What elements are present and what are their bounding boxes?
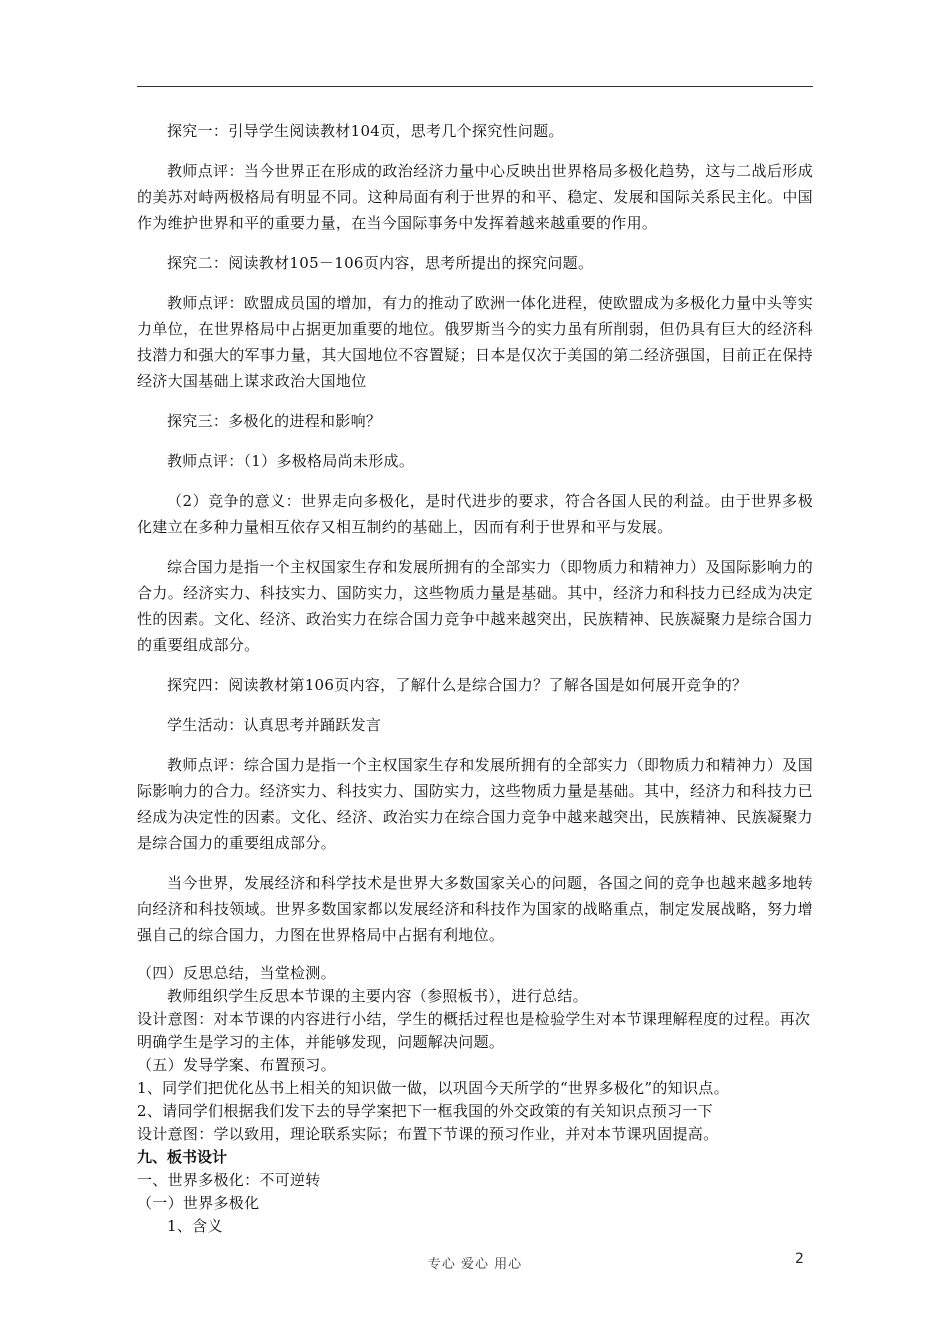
line-teacher-organize: 教师组织学生反思本节课的主要内容（参照板书），进行总结。 [167,987,588,1005]
header-rule [137,86,813,87]
section-reflect: （四）反思总结，当堂检测。 [137,964,336,982]
paragraph-teacher-comment-4: 教师点评：综合国力是指一个主权国家生存和发展所拥有的全部实力（即物质力和精神力）及国际影响力的合力。经济实力、科技实力、国防实力，这些物质力量是基础。其中，经济力和科技力已经成为决定性的因素。文化、经济、政治实力在综合国力竞争中越来越突出，民族精神、民族凝聚力是综合国力的重要组成部分。 [137,756,813,852]
line-design-intent-2: 设计意图：学以致用，理论联系实际；布置下节课的预习作业，并对本节课巩固提高。 [137,1125,719,1143]
line-task-2: 2、请同学们根据我们发下去的导学案把下一框我国的外交政策的有关知识点预习一下 [137,1102,713,1120]
board-line-2: （一）世界多极化 [137,1194,260,1212]
paragraph-explore-3: 探究三：多极化的进程和影响？ [167,412,382,430]
paragraph-competition-meaning: （2）竞争的意义：世界走向多极化，是时代进步的要求，符合各国人民的利益。由于世界多极化建立在多种力量相互依存又相互制约的基础上，因而有利于世界和平与发展。 [137,492,813,536]
document-body [137,118,813,1238]
section-assign: （五）发导学案、布置预习。 [137,1056,336,1074]
paragraph-national-power: 综合国力是指一个主权国家生存和发展所拥有的全部实力（即物质力和精神力）及国际影响力的合力。经济实力、科技实力、国防实力，这些物质力量是基础。其中，经济力和科技力已经成为决定性的因素。文化、经济、政治实力在综合国力竞争中越来越突出，民族精神、民族凝聚力是综合国力的重要组成部分。 [137,558,813,654]
board-line-3: 1、含义 [167,1217,223,1235]
board-line-1: 一、世界多极化：不可逆转 [137,1171,321,1189]
paragraph-world-today: 当今世界，发展经济和科学技术是世界大多数国家关心的问题，各国之间的竞争也越来越多地转向经济和科技领域。世界多数国家都以发展经济和科技作为国家的战略重点，制定发展战略，努力增强自己的综合国力，力图在世界格局中占据有利地位。 [137,874,813,944]
line-design-intent-1: 设计意图：对本节课的内容进行小结，学生的概括过程也是检验学生对本节课理解程度的过程。再次明确学生是学习的主体，并能够发现，问题解决问题。 [137,1010,811,1051]
footer-motto: 专心 爱心 用心 [427,1257,523,1272]
paragraph-explore-1: 探究一：引导学生阅读教材104页，思考几个探究性问题。 [167,122,564,140]
line-task-1: 1、同学们把优化丛书上相关的知识做一做，以巩固今天所学的“世界多极化”的知识点。 [137,1079,729,1097]
page-number: 2 [795,1251,804,1267]
section-heading-board-design: 九、板书设计 [137,1148,228,1166]
paragraph-teacher-comment-3: 教师点评：（1）多极格局尚未形成。 [167,452,415,470]
paragraph-teacher-comment-1: 教师点评：当今世界正在形成的政治经济力量中心反映出世界格局多极化趋势，这与二战后形成的美苏对峙两极格局有明显不同。这种局面有利于世界的和平、稳定、发展和国际关系民主化。中国作为维护世界和平的重要力量，在当今国际事务中发挥着越来越重要的作用。 [137,162,813,232]
paragraph-explore-2: 探究二：阅读教材105－106页内容，思考所提出的探究问题。 [167,254,594,272]
paragraph-teacher-comment-2: 教师点评：欧盟成员国的增加，有力的推动了欧洲一体化进程，使欧盟成为多极化力量中头等实力单位，在世界格局中占据更加重要的地位。俄罗斯当今的实力虽有所削弱，但仍具有巨大的经济科技潜力和强大的军事力量，其大国地位不容置疑；日本是仅次于美国的第二经济强国，目前正在保持经济大国基础上谋求政治大国地位 [137,294,813,390]
paragraph-explore-4: 探究四：阅读教材第106页内容，了解什么是综合国力？了解各国是如何展开竞争的？ [167,676,748,694]
paragraph-student-activity: 学生活动：认真思考并踊跃发言 [167,716,382,734]
